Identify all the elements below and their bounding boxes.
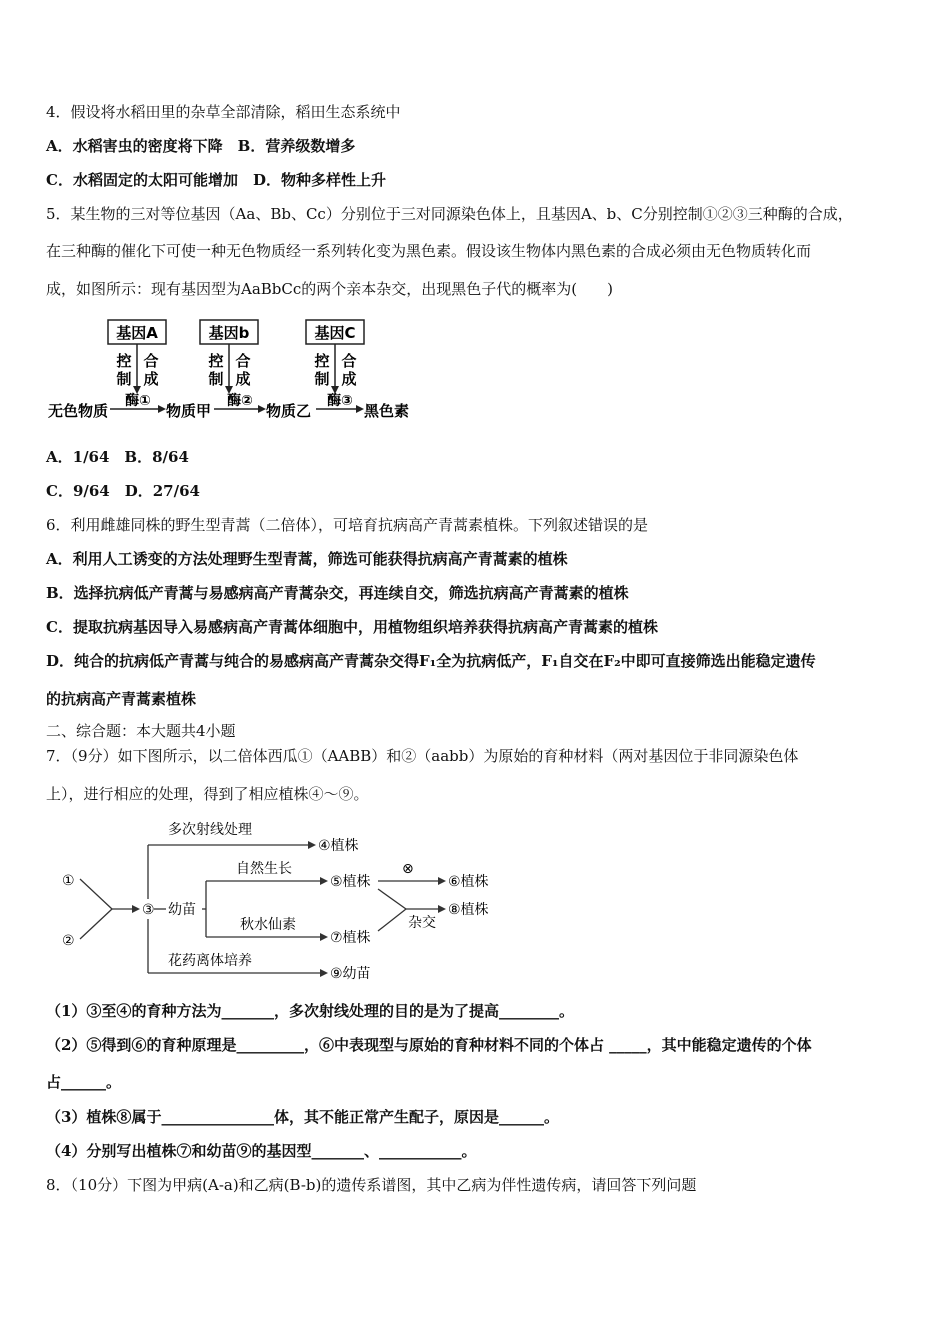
plant-4: ④植株 xyxy=(318,838,359,854)
q5-stem-line3: 成，如图所示：现有基因型为AaBbCc的两个亲本杂交，出现黑色子代的概率为( ) xyxy=(46,280,613,298)
synth-char-1b: 合 xyxy=(235,352,251,370)
q4-options-ab: A．水稻害虫的密度将下降 B．营养级数增多 xyxy=(46,137,356,155)
colorless-substance: 无色物质 xyxy=(48,402,109,420)
melanin: 黑色素 xyxy=(364,402,410,420)
plant-6: ⑥植株 xyxy=(448,874,489,890)
q6-option-d-line2: 的抗病高产青蒿素植株 xyxy=(46,690,197,708)
substance-jia: 物质甲 xyxy=(166,402,212,420)
synth-char-1a: 合 xyxy=(143,352,159,370)
q5-pathway-figure xyxy=(44,316,424,426)
gene-c-label: 基因C xyxy=(314,324,356,342)
seedling-label: 幼苗 xyxy=(168,902,196,918)
q5-stem-line2: 在三种酶的催化下可使一种无色物质经一系列转化变为黑色素。假设该生物体内黑色素的合成必须由无色物质转化而 xyxy=(46,242,812,260)
q7-stem-line2: 上），进行相应的处理，得到了相应植株④～⑨。 xyxy=(46,785,369,803)
q6-option-d-line1: D．纯合的抗病低产青蒿与纯合的易感病高产青蒿杂交得F₁全为抗病低产，F₁自交在F₂中即可直接筛选出能稳定遗传 xyxy=(46,652,816,670)
synth-char-2a: 成 xyxy=(143,370,159,388)
plant-7: ⑦植株 xyxy=(330,930,371,946)
q7-stem-line1: 7．（9分）如下图所示，以二倍体西瓜①（AABB）和②（aabb）为原始的育种材料（两对基因位于非同源染色体 xyxy=(46,747,799,765)
q6-option-b: B．选择抗病低产青蒿与易感病高产青蒿杂交，再连续自交，筛选抗病高产青蒿素的植株 xyxy=(46,584,629,602)
selfing-symbol: ⊗ xyxy=(402,861,414,877)
colchicine-label: 秋水仙素 xyxy=(240,917,296,933)
q8-stem: 8．（10分）下图为甲病(A-a)和乙病(B-b)的遗传系谱图，其中乙病为伴性遗传病，请回答下列问题 xyxy=(46,1176,697,1194)
node-3: ③ xyxy=(142,902,155,918)
natural-growth-label: 自然生长 xyxy=(236,861,292,877)
gene-b-label: 基因b xyxy=(208,324,250,342)
q5-options-cd: C．9/64 D．27/64 xyxy=(46,482,200,500)
q5-stem-line1: 5．某生物的三对等位基因（Aa、Bb、Cc）分别位于三对同源染色体上，且基因A、b、C分别控制①②③三种酶的合成， xyxy=(46,205,853,223)
q7-sub-2-line1: （2）⑤得到⑥的育种原理是_________，⑥中表现型与原始的育种材料不同的个体占 _____，其中能稳定遗传的个体 xyxy=(46,1036,812,1054)
enzyme-2-label: 酶② xyxy=(227,393,253,409)
section-2-title: 二、综合题：本大题共4小题 xyxy=(46,722,236,740)
q7-sub-1: （1）③至④的育种方法为_______，多次射线处理的目的是为了提高________。 xyxy=(46,1002,574,1020)
substance-yi: 物质乙 xyxy=(266,402,312,420)
control-char-2b: 制 xyxy=(208,370,224,388)
q7-sub-4: （4）分别写出植株⑦和幼苗⑨的基因型_______、___________。 xyxy=(46,1142,477,1160)
enzyme-3-label: 酶③ xyxy=(327,393,353,409)
q6-option-c: C．提取抗病基因导入易感病高产青蒿体细胞中，用植物组织培养获得抗病高产青蒿素的植株 xyxy=(46,618,658,636)
plant-5: ⑤植株 xyxy=(330,874,371,890)
synth-char-2c: 成 xyxy=(341,370,357,388)
control-char-1a: 控 xyxy=(116,352,132,370)
q4-options-cd: C．水稻固定的太阳可能增加 D．物种多样性上升 xyxy=(46,171,386,189)
gene-a-label: 基因A xyxy=(116,324,158,342)
radiation-label: 多次射线处理 xyxy=(168,822,252,838)
plant-8: ⑧植株 xyxy=(448,902,489,918)
node-2: ② xyxy=(62,933,75,949)
q6-stem: 6．利用雌雄同株的野生型青蒿（二倍体），可培育抗病高产青蒿素植株。下列叙述错误的是 xyxy=(46,516,649,534)
enzyme-1-label: 酶① xyxy=(125,393,151,409)
node-1: ① xyxy=(62,873,75,889)
q7-sub-2-line2: 占______。 xyxy=(46,1073,122,1091)
synth-char-1c: 合 xyxy=(341,352,357,370)
anther-culture-label: 花药离体培养 xyxy=(168,953,252,969)
synth-char-2b: 成 xyxy=(235,370,251,388)
q6-option-a: A．利用人工诱变的方法处理野生型青蒿，筛选可能获得抗病高产青蒿素的植株 xyxy=(46,550,568,568)
control-char-2a: 制 xyxy=(116,370,132,388)
q7-sub-3: （3）植株⑧属于_______________体，其不能正常产生配子，原因是______。 xyxy=(46,1108,559,1126)
control-char-1c: 控 xyxy=(314,352,330,370)
control-char-1b: 控 xyxy=(208,352,224,370)
q4-stem: 4．假设将水稻田里的杂草全部清除，稻田生态系统中 xyxy=(46,103,401,121)
seedling-9: ⑨幼苗 xyxy=(330,966,371,982)
cross-label: 杂交 xyxy=(408,915,436,931)
q7-breeding-figure xyxy=(56,815,506,985)
q5-options-ab: A．1/64 B．8/64 xyxy=(46,448,189,466)
control-char-2c: 制 xyxy=(314,370,330,388)
